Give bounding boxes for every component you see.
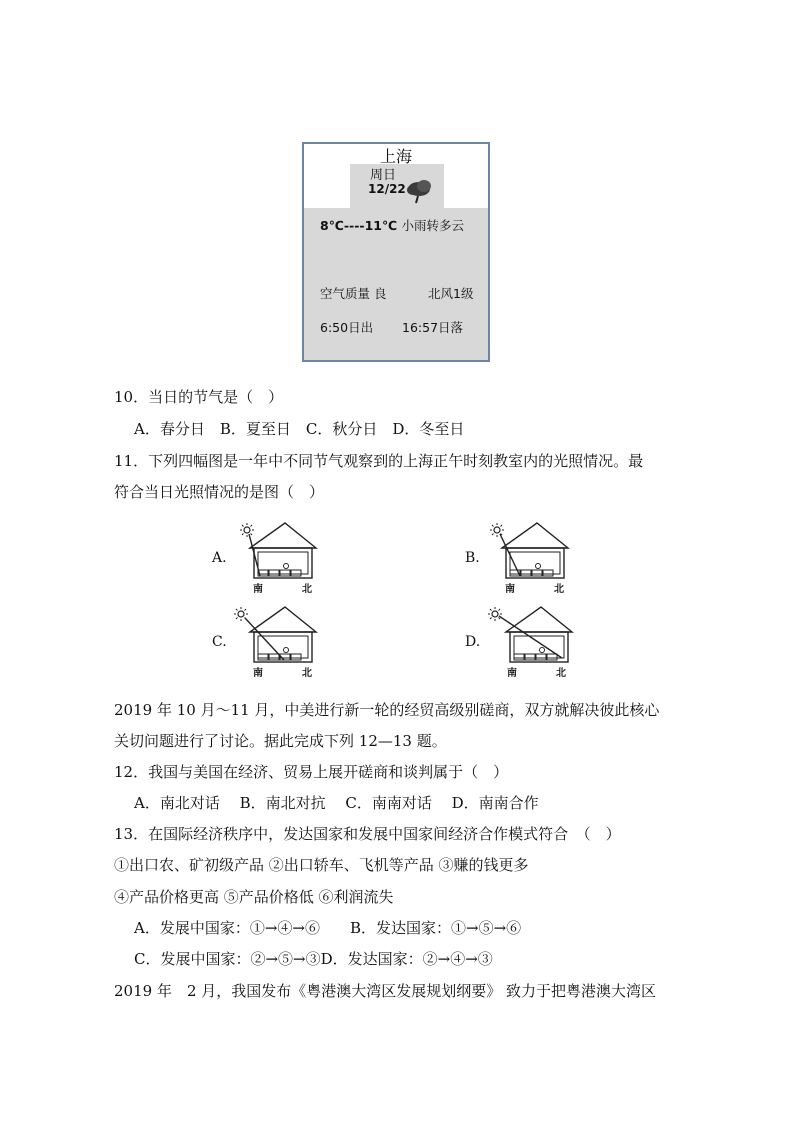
q13-options-line1: A．发展中国家：①→④→⑥ B．发达国家：①→⑤→⑥ <box>134 919 522 937</box>
figure-c-south: 南 <box>253 668 263 679</box>
figure-b-south: 南 <box>505 584 515 595</box>
figure-b-north: 北 <box>554 584 564 595</box>
q11-stem-line2: 符合当日光照情况的是图（ ） <box>114 483 325 501</box>
q13-options-line2: C．发展中国家：②→⑤→③D．发达国家：②→④→③ <box>134 950 493 968</box>
weather-sunrise: 6:50日出 <box>320 320 374 335</box>
q11-stem-line1: 11．下列四幅图是一年中不同节气观察到的上海正午时刻教室内的光照情况。最 <box>114 452 644 470</box>
sun-icon <box>490 523 504 537</box>
weather-temperature: 8℃----11℃ <box>320 218 398 233</box>
passage1-line2: 关切问题进行了讨论。据此完成下列 12—13 题。 <box>114 732 447 750</box>
figure-c-north: 北 <box>302 668 312 679</box>
passage2-line1: 2019 年 2 月，我国发布《粤港澳大湾区发展规划纲要》 致力于把粤港澳大湾区 <box>114 982 657 1000</box>
figure-d-south: 南 <box>507 668 517 679</box>
weather-date: 12/22 <box>368 182 406 196</box>
weather-air-quality: 空气质量 良 <box>320 286 387 301</box>
weather-city: 上海 <box>379 147 412 166</box>
figure-a-label: A. <box>212 550 227 566</box>
figure-d-north: 北 <box>556 668 566 679</box>
weather-condition: 小雨转多云 <box>401 218 464 233</box>
q10-options: A．春分日 B．夏至日 C．秋分日 D．冬至日 <box>134 420 465 438</box>
figure-a-north: 北 <box>302 584 312 595</box>
weather-sunset: 16:57日落 <box>402 320 464 335</box>
figure-d-label: D. <box>465 634 481 650</box>
rain-cloud-icon <box>404 178 434 204</box>
figure-c-label: C. <box>212 634 227 650</box>
q13-items-line1: ①出口农、矿初级产品 ②出口轿车、飞机等产品 ③赚的钱更多 <box>114 856 529 874</box>
weather-card <box>302 142 490 362</box>
figure-b-label: B. <box>465 550 480 566</box>
q13-stem: 13．在国际经济秩序中，发达国家和发展中国家间经济合作模式符合 （ ） <box>114 825 621 843</box>
q13-items-line2: ④产品价格更高 ⑤产品价格低 ⑥利润流失 <box>114 888 394 906</box>
q12-stem: 12．我国与美国在经济、贸易上展开磋商和谈判属于（ ） <box>114 763 509 781</box>
weather-day: 周日 <box>370 168 397 183</box>
q12-options: A．南北对话 B．南北对抗 C．南南对话 D．南南合作 <box>134 794 539 812</box>
q10-stem: 10．当日的节气是（ ） <box>114 388 284 406</box>
weather-wind: 北风1级 <box>428 286 474 301</box>
sun-icon <box>240 523 254 537</box>
passage1-line1: 2019 年 10 月～11 月，中美进行新一轮的经贸高级别磋商，双方就解决彼此核心 <box>114 701 660 719</box>
figure-a-south: 南 <box>253 584 263 595</box>
sun-icon <box>488 607 502 621</box>
